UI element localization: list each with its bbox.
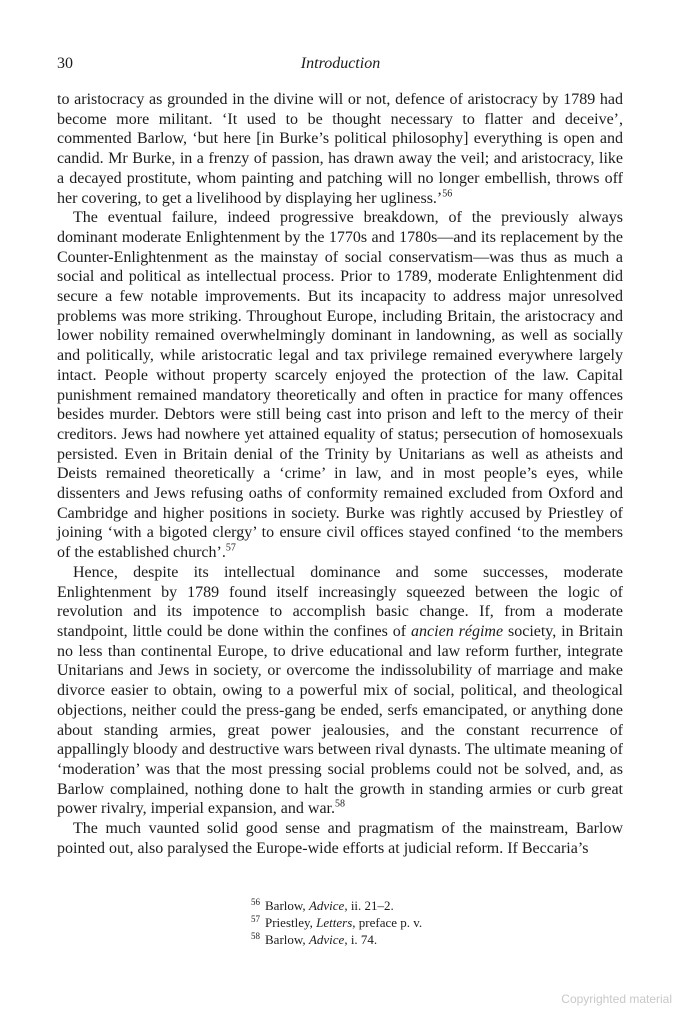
paragraph: The much vaunted solid good sense and pragmatism of the mainstream, Barlow pointed out, also paralysed the Europe-wide efforts at judicial reform. If Beccaria’s [57,820,623,857]
footnote: $^{58}$ Barlow, Advice, i. 74. [251,930,378,947]
italic-term: ancien régime [411,622,504,640]
footnote-number: 58 [251,930,260,941]
running-head: Introduction [300,55,381,72]
footnote: $^{57}$ Priestley, Letters, preface p. v. [251,913,423,930]
paragraph: to aristocracy as grounded in the divine will or not, defence of aristocracy by 1789 had become more militant. ‘It used to be thought necessary to flatter and deceive’, commented Barlow, ‘but here [in Burke’s political philosophy] everything is open and candid. Mr Burke, in a frenzy of passion, has drawn away the veil; and aristocracy, like a decayed prostitute, whom painting and patching will no longer embellish, throws off her covering, to get a livelihood by displaying her ugliness.’$^{56}$ [57,91,623,207]
footnote-number: 56 [251,896,260,907]
paragraph: Hence, despite its intellectual dominance and some successes, moderate Enlightenment by 1789 found itself increasingly squeezed between the logic of revolution and its impotence to accomplish basic change. If, from a moderate standpoint, little could be done within the confines of ancien régime society, in Britain no less than continental Europe, to drive educational and law reform further, integrate Unitarians and Jews in society, or overcome the indissolubility of marriage and make divorce easier to obtain, owing to a powerful mix of social, political, and theological objections, neither could the press-gang be ended, serfs emancipated, or anything done about standing armies, great power jealousies, and the constant recurrence of appallingly bloody and destructive wars between rival dynasts. The ultimate meaning of ‘moderation’ was that the most pressing social problems could not be solved, and, as Barlow complained, nothing done to halt the growth in standing armies or curb great power rivalry, imperial expansion, and war.$^{58}$ [57,563,624,818]
footnote-ref[interactable]: 58 [334,798,345,810]
footnote-number: 57 [251,913,260,924]
footnote-title: Letters [316,915,353,930]
copyright-watermark: Copyrighted material [561,992,672,1006]
page-number: 30 [57,55,73,72]
footnote-ref[interactable]: 57 [225,542,236,554]
footnote-title: Advice [308,932,345,947]
page-header [57,55,624,77]
body-text [57,90,623,858]
footnote-title: Advice [308,898,345,913]
footnote-ref[interactable]: 56 [442,188,453,200]
footnotes [251,897,631,948]
paragraph: The eventual failure, indeed progressive breakdown, of the previously always dominant moderate Enlightenment by the 1770s and 1780s—and its replacement by the Counter-Enlightenment as the mainstay of social conservatism—was thus as much a social and political as intellectual process. Prior to 1789, moderate Enlightenment did secure a few notable improvements. But its incapacity to address major unresolved problems was more striking. Throughout Europe, including Britain, the aristocracy and lower nobility remained overwhelmingly dominant in landowning, as well as socially and politically, while aristocratic legal and tax privilege remained everywhere largely intact. People without property scarcely enjoyed the protection of the law. Capital punishment remained mandatory theoretically and often in practice for many offences besides murder. Debtors were still being cast into prison and left to the mercy of their creditors. Jews had nowhere yet attained equality of status; persecution of homosexuals persisted. Even in Britain denial of the Trinity by Unitarians as well as atheists and Deists remained theoretically a ‘crime’ in law, and in most people’s eyes, while dissenters and Jews refusing oaths of conformity remained excluded from Oxford and Cambridge and higher positions in society. Burke was rightly accused by Priestley of joining ‘with a bigoted clergy’ to ensure civil offices stayed confined ‘to the members of the established church’.$^{57}$ [57,209,623,562]
footnote: $^{56}$ Barlow, Advice, ii. 21–2. [251,896,394,913]
